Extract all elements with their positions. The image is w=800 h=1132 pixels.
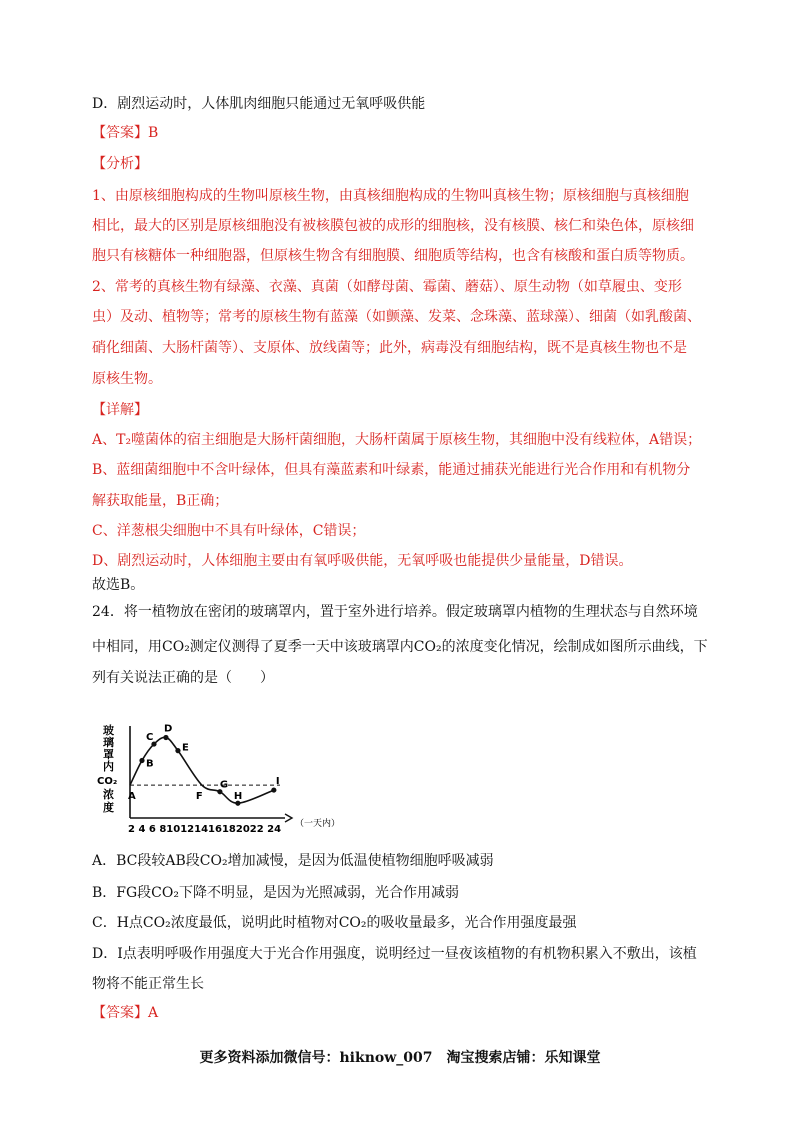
y-axis-label-char: 内	[103, 760, 114, 773]
option-c: C．H点CO₂浓度最低，说明此时植物对CO₂的吸收量最多，光合作用强度最强	[92, 915, 577, 931]
point-label-e: E	[181, 742, 189, 754]
y-axis-label-char: 玻	[103, 724, 114, 737]
detail-label: 【详解】	[92, 402, 148, 418]
option-d-line2: 物将不能正常生长	[92, 976, 204, 992]
option-b: B．FG段CO₂下降不明显，是因为光照减弱，光合作用减弱	[92, 885, 459, 901]
point-label-d: D	[163, 723, 173, 735]
data-point-b	[139, 758, 144, 763]
data-point-e	[175, 748, 180, 753]
point-label-h: H	[233, 791, 243, 803]
answer-label-1: 【答案】B	[92, 125, 159, 141]
y-axis-label-char: 罩	[103, 748, 114, 761]
analysis-label: 【分析】	[92, 156, 148, 172]
y-axis-label-char: CO₂	[97, 776, 118, 787]
prev-option-d: D．剧烈运动时，人体肌肉细胞只能通过无氧呼吸供能	[92, 96, 426, 112]
analysis-p2-line1: 2、常考的真核生物有绿藻、衣藻、真菌（如酵母菌、霉菌、蘑菇）、原生动物（如草履虫、变形	[92, 279, 682, 295]
footer-note: 更多资料添加微信号：hiknow_007 淘宝搜索店铺：乐知课堂	[199, 1050, 601, 1066]
point-label-i: I	[275, 776, 280, 788]
x-axis-arrow	[285, 814, 292, 822]
analysis-p2-line4: 原核生物。	[92, 371, 162, 387]
data-point-i	[271, 787, 276, 792]
analysis-p2-line3: 硝化细菌、大肠杆菌等）、支原体、放线菌等；此外，病毒没有细胞结构，既不是真核生物也不是	[92, 340, 687, 356]
point-label-g: G	[219, 779, 229, 791]
x-tick-labels: 2 4 6 810121416182022 24	[128, 824, 282, 835]
analysis-p1-line1: 1、由原核细胞构成的生物叫原核生物，由真核细胞构成的生物叫真核生物；原核细胞与真核细胞	[92, 188, 689, 204]
detail-d: D、剧烈运动时，人体细胞主要由有氧呼吸供能，无氧呼吸也能提供少量能量，D错误。	[92, 553, 633, 569]
y-axis-label-char: 度	[103, 801, 114, 814]
detail-b-line2: 解获取能量，B正确；	[92, 493, 229, 509]
x-axis-label: （一天内）	[295, 819, 341, 829]
question-24-line1: 24．将一植物放在密闭的玻璃罩内，置于室外进行培养。假定玻璃罩内植物的生理状态与自然环境	[92, 604, 698, 620]
point-label-c: C	[145, 732, 154, 744]
detail-b-line1: B、蓝细菌细胞中不含叶绿体，但具有藻蓝素和叶绿素，能通过捕获光能进行光合作用和有机物分	[92, 462, 691, 478]
co2-curve-chart	[95, 718, 355, 838]
y-axis-label-char: 璃	[103, 736, 114, 749]
point-label-f: F	[195, 791, 203, 803]
option-d-line1: D．I点表明呼吸作用强度大于光合作用强度，说明经过一昼夜该植物的有机物积累入不敷出，该植	[92, 946, 697, 962]
question-24-line2: 中相同，用CO₂测定仪测得了夏季一天中该玻璃罩内CO₂的浓度变化情况，绘制成如图所示曲线，下	[92, 639, 708, 655]
detail-a: A、T₂噬菌体的宿主细胞是大肠杆菌细胞，大肠杆菌属于原核生物，其细胞中没有线粒体，A错误；	[92, 432, 702, 448]
question-24-line3: 列有关说法正确的是（ ）	[92, 670, 274, 686]
option-a: A．BC段较AB段CO₂增加减慢，是因为低温使植物细胞呼吸减弱	[92, 853, 494, 869]
point-label-a: A	[128, 791, 136, 803]
detail-c: C、洋葱根尖细胞中不具有叶绿体，C错误；	[92, 523, 366, 539]
answer-label-2: 【答案】A	[92, 1005, 159, 1021]
analysis-p1-line3: 胞只有核糖体一种细胞器，但原核生物含有细胞膜、细胞质等结构，也含有核酸和蛋白质等物质。	[92, 248, 694, 264]
choose-answer: 故选B。	[92, 577, 145, 593]
analysis-p1-line2: 相比，最大的区别是原核细胞没有被核膜包被的成形的细胞核，没有核膜、核仁和染色体，原核细	[92, 218, 694, 234]
analysis-p2-line2: 虫）及动、植物等；常考的原核生物有蓝藻（如颤藻、发菜、念珠藻、蓝球藻）、细菌（如乳酸菌、	[92, 309, 701, 325]
y-axis-label-char: 浓	[103, 788, 114, 801]
point-label-b: B	[145, 758, 154, 770]
data-point-d	[163, 735, 168, 740]
